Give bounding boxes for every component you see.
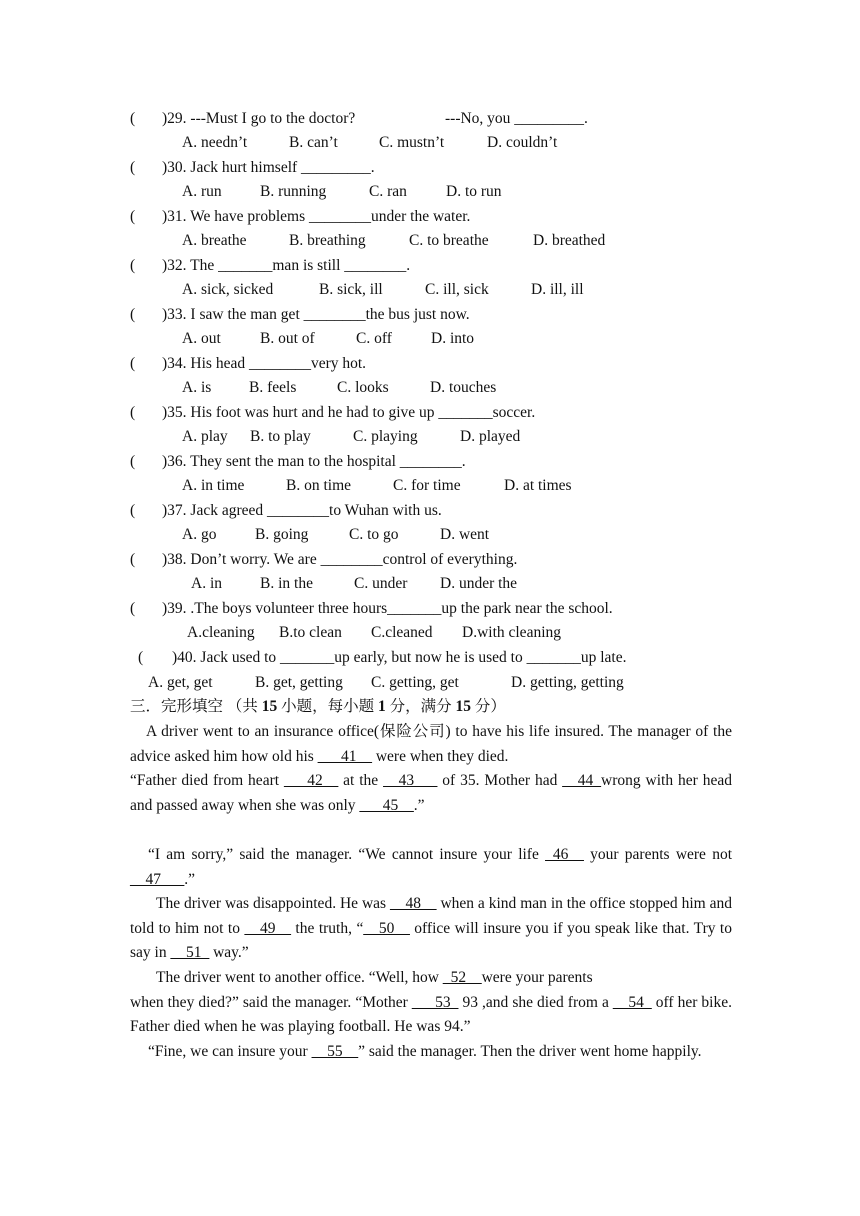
blank-47: __47___	[130, 870, 185, 888]
options-35: A. play B. to play C. playing D. played	[182, 428, 521, 445]
question-37: ( )37. Jack agreed ________to Wuhan with us.	[130, 502, 442, 519]
question-36: ( )36. They sent the man to the hospital ________.	[130, 453, 466, 470]
blank-54: __54_	[612, 993, 652, 1011]
question-stem-answer: ---No, you _________.	[445, 110, 588, 127]
blank-52: _52__	[442, 968, 482, 986]
blank-55: __55__	[311, 1042, 359, 1060]
blank-line	[130, 818, 732, 843]
options-31: A. breathe B. breathing C. to breathe D. breathed	[182, 232, 606, 249]
question-35: ( )35. His foot was hurt and he had to give up _______soccer.	[130, 404, 536, 421]
blank-46: _46__	[545, 845, 584, 863]
passage-paragraph-2: “Father died from heart ___42__ at the __43___ of 35. Mother had __44_wrong with her head and passed away when she was only ___45__.”	[130, 772, 732, 814]
question-34: ( )34. His head ________very hot.	[130, 355, 367, 372]
blank-53: ___53_	[411, 993, 459, 1011]
question-33: ( )33. I saw the man get ________the bus just now.	[130, 306, 470, 323]
blank-42: ___42__	[283, 772, 339, 790]
passage-paragraph-5a: The driver went to another office. “Well, how _52__were your parents	[156, 968, 593, 986]
blank-50: __50__	[363, 919, 410, 937]
blank-51: __51_	[170, 944, 210, 962]
section-heading: 三．完形填空 （共 15 小题，每小题 1 分，满分 15 分）	[130, 698, 506, 715]
options-33: A. out B. out of C. off D. into	[182, 330, 475, 347]
options-30: A. run B. running C. ran D. to run	[182, 183, 502, 200]
options-36: A. in time B. on time C. for time D. at times	[182, 477, 572, 494]
options-32: A. sick, sicked B. sick, ill C. ill, sick D. ill, ill	[182, 281, 584, 298]
passage-paragraph-3: “I am sorry,” said the manager. “We cannot insure your life _46__ your parents were not __47___.”	[130, 845, 733, 888]
blank-43: __43___	[383, 772, 438, 790]
options-37: A. go B. going C. to go D. went	[182, 526, 490, 543]
blank-48: __48__	[390, 895, 437, 913]
question-39: ( )39. .The boys volunteer three hours_______up the park near the school.	[130, 600, 613, 617]
question-stem: ---Must I go to the doctor?	[190, 110, 356, 127]
question-30: ( )30. Jack hurt himself _________.	[130, 159, 375, 176]
passage-paragraph-6: “Fine, we can insure your __55__” said the manager. Then the driver went home happily.	[148, 1042, 702, 1060]
question-31: ( )31. We have problems ________under the water.	[130, 208, 471, 225]
options-29: A. needn’t B. can’t C. mustn’t D. couldn’t	[182, 134, 558, 151]
question-29: ( )29. ---Must I go to the doctor?	[130, 110, 356, 127]
options-39: A.cleaning B.to clean C.cleaned D.with cleaning	[187, 624, 562, 641]
blank-41: ___41__	[317, 747, 372, 765]
options-40: A. get, get B. get, getting C. getting, get D. getting, getting	[148, 674, 624, 691]
question-38: ( )38. Don’t worry. We are ________control of everything.	[130, 551, 518, 568]
question-40: ( )40. Jack used to _______up early, but now he is used to _______up late.	[138, 649, 627, 666]
cloze-passage	[130, 720, 732, 1064]
passage-paragraph-4: The driver was disappointed. He was __48__ when a kind man in the office stopped him and told to him not to __49__ the truth, “__50__ office will insure you if you speak like that. Try to say in __51_ way.”	[130, 895, 732, 962]
blank-49: __49__	[244, 919, 291, 937]
blank-44: __44_	[562, 772, 602, 790]
options-38: A. in B. in the C. under D. under the	[191, 575, 518, 592]
blank-45: ___45__	[359, 796, 414, 814]
question-32: ( )32. The _______man is still ________.	[130, 257, 411, 274]
passage-paragraph-1: A driver went to an insurance office(保险公司) to have his life insured. The manager of the advice asked him how old his ___41__ were when they died.	[130, 723, 732, 765]
answer-paren: (	[130, 110, 136, 127]
passage-paragraph-5b: when they died?” said the manager. “Mother ___53_ 93 ,and she died from a __54_ off her bike. Father died when he was playing football. He was 94.”	[130, 993, 732, 1036]
options-34: A. is B. feels C. looks D. touches	[182, 379, 497, 396]
